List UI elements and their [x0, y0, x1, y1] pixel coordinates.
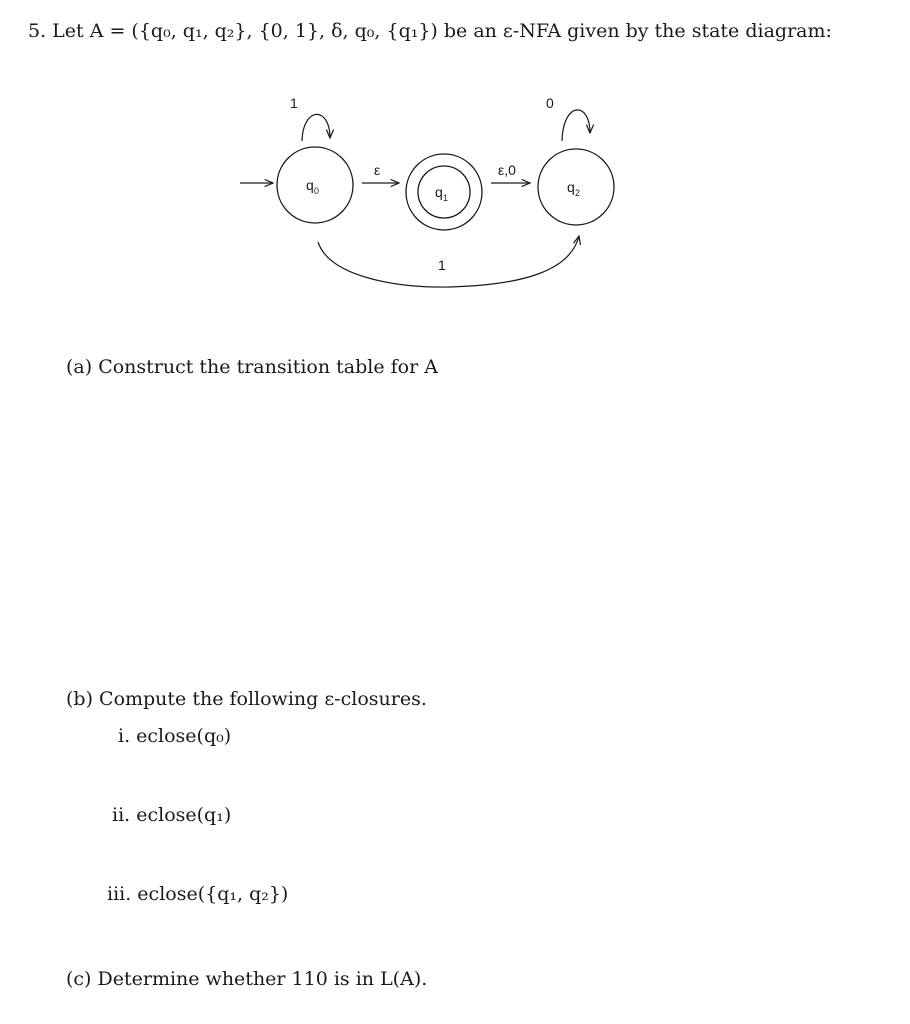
state-q0-sub: 0: [314, 186, 320, 196]
state-q2-label: q: [567, 179, 575, 195]
loop-q2: [562, 110, 590, 141]
state-q2: [538, 149, 614, 225]
state-q1-sub: 1: [443, 193, 449, 203]
part-a: (a) Construct the transition table for A: [66, 356, 438, 378]
loop-q0-label: 1: [290, 95, 298, 111]
loop-q0: [302, 114, 330, 141]
edge-q1-q2-label: ε,0: [498, 162, 516, 178]
state-q1: [406, 154, 482, 230]
edge-q0-q2-label: 1: [438, 257, 446, 273]
problem-statement: 5. Let A = ({q₀, q₁, q₂}, {0, 1}, δ, q₀, {q₁}) be an ε-NFA given by the state diagram:: [28, 20, 832, 42]
part-b-iii: iii. eclose({q₁, q₂}): [107, 883, 289, 905]
state-diagram: [0, 0, 910, 320]
part-b: (b) Compute the following ε-closures.: [66, 688, 427, 710]
loop-q2-label: 0: [546, 95, 554, 111]
part-b-i: i. eclose(q₀): [118, 725, 232, 747]
state-q1-label: q: [435, 184, 443, 200]
state-q2-sub: 2: [575, 188, 581, 198]
edge-q0-q2: [318, 236, 579, 287]
edge-q0-q1-label: ε: [374, 162, 381, 178]
part-b-ii: ii. eclose(q₁): [112, 804, 232, 826]
state-q0: [277, 147, 353, 223]
state-q0-label: q: [306, 177, 314, 193]
part-c: (c) Determine whether 110 is in L(A).: [66, 968, 428, 990]
